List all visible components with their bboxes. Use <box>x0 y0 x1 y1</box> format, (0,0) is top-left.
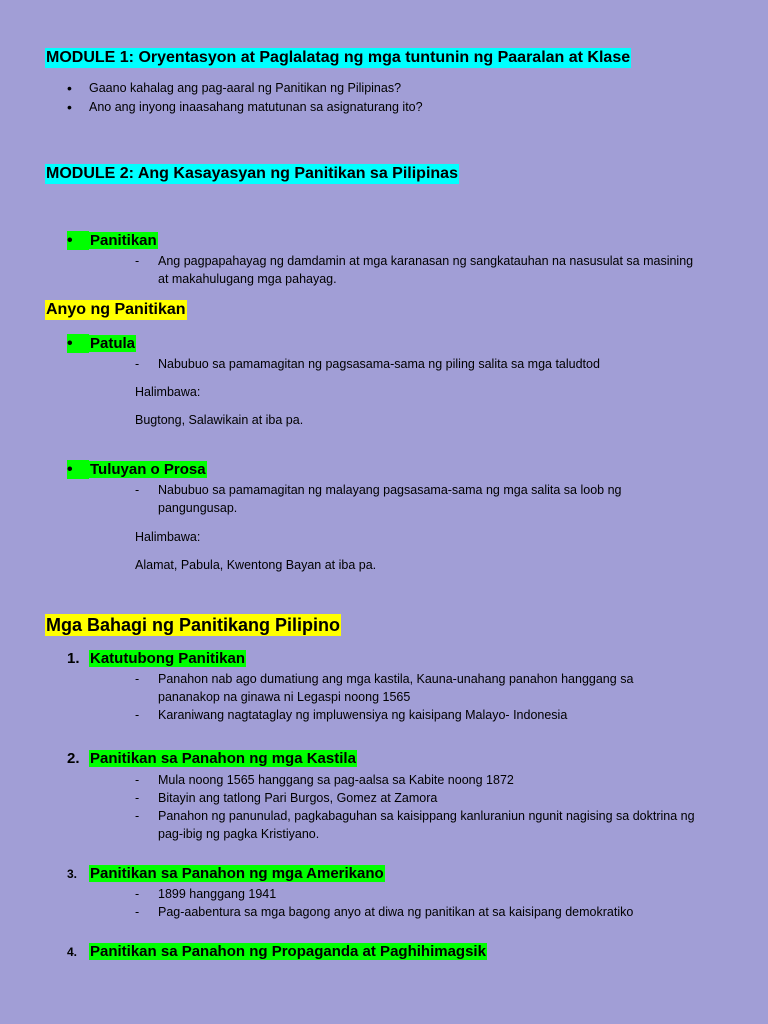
panitikan-heading: • Panitikan <box>67 232 157 249</box>
anyo-title: Anyo ng Panitikan <box>46 301 186 318</box>
list-item: - Nabubuo sa pamamagitan ng malayang pagsasama-sama ng mga salita sa loob ng pangungusap. <box>135 481 695 517</box>
tuluyan-example-label: Halimbawa: <box>135 530 201 544</box>
section-1-heading: 1. Katutubong Panitikan <box>67 650 245 667</box>
section-number: 2. <box>67 750 80 767</box>
patula-heading: • Patula <box>67 335 136 352</box>
bahagi-title: Mga Bahagi ng Panitikang Pilipino <box>46 615 341 635</box>
tuluyan-desc-list <box>135 481 695 517</box>
list-item: - Bitayin ang tatlong Pari Burgos, Gomez at Zamora <box>135 789 695 807</box>
bullet-icon: • <box>67 334 89 353</box>
list-item: - 1899 hanggang 1941 <box>135 885 695 903</box>
panitikan-definition-list <box>135 252 695 288</box>
section-number: 3. <box>67 867 78 881</box>
list-item: - Karaniwang nagtataglay ng impluwensiya ng kaisipang Malayo- Indonesia <box>135 706 695 724</box>
section-number: 4. <box>67 945 78 959</box>
list-item: • Gaano kahalag ang pag-aaral ng Panitikan ng Pilipinas? <box>67 79 423 98</box>
module1-title: MODULE 1: Oryentasyon at Paglalatag ng mga tuntunin ng Paaralan at Klase <box>46 49 631 66</box>
tuluyan-examples: Alamat, Pabula, Kwentong Bayan at iba pa. <box>135 558 377 572</box>
bullet-icon: • <box>67 231 89 250</box>
section-2-items <box>135 771 695 843</box>
bullet-icon: • <box>67 460 89 479</box>
tuluyan-heading: • Tuluyan o Prosa <box>67 461 206 478</box>
patula-desc-list <box>135 355 695 373</box>
module1-questions <box>67 79 423 117</box>
patula-examples: Bugtong, Salawikain at iba pa. <box>135 413 304 427</box>
list-item: - Pag-aabentura sa mga bagong anyo at diwa ng panitikan at sa kaisipang demokratiko <box>135 903 695 921</box>
list-item: - Panahon ng panunulad, pagkabaguhan sa kaisippang kanluraniun ngunit nagising sa doktrina ng pag-ibig ng pagka Kristiyano. <box>135 807 695 843</box>
section-4-heading: 4. Panitikan sa Panahon ng Propaganda at Paghihimagsik <box>67 943 486 960</box>
section-3-items <box>135 885 695 921</box>
module2-title: MODULE 2: Ang Kasayasyan ng Panitikan sa Pilipinas <box>46 165 458 182</box>
section-3-heading: 3. Panitikan sa Panahon ng mga Amerikano <box>67 865 384 882</box>
section-number: 1. <box>67 650 80 667</box>
list-item: - Ang pagpapahayag ng damdamin at mga karanasan ng sangkatauhan na nasusulat sa masining at makahulugang mga pahayag. <box>135 252 695 288</box>
section-1-items <box>135 670 695 724</box>
list-item: - Panahon nab ago dumatiung ang mga kastila, Kauna-unahang panahon hanggang sa pananakop na ginawa ni Legaspi noong 1565 <box>135 670 695 706</box>
patula-example-label: Halimbawa: <box>135 385 201 399</box>
section-2-heading: 2. Panitikan sa Panahon ng mga Kastila <box>67 750 356 767</box>
list-item: - Nabubuo sa pamamagitan ng pagsasama-sama ng piling salita sa mga taludtod <box>135 355 695 373</box>
list-item: • Ano ang inyong inaasahang matutunan sa asignaturang ito? <box>67 98 423 117</box>
list-item: - Mula noong 1565 hanggang sa pag-aalsa sa Kabite noong 1872 <box>135 771 695 789</box>
